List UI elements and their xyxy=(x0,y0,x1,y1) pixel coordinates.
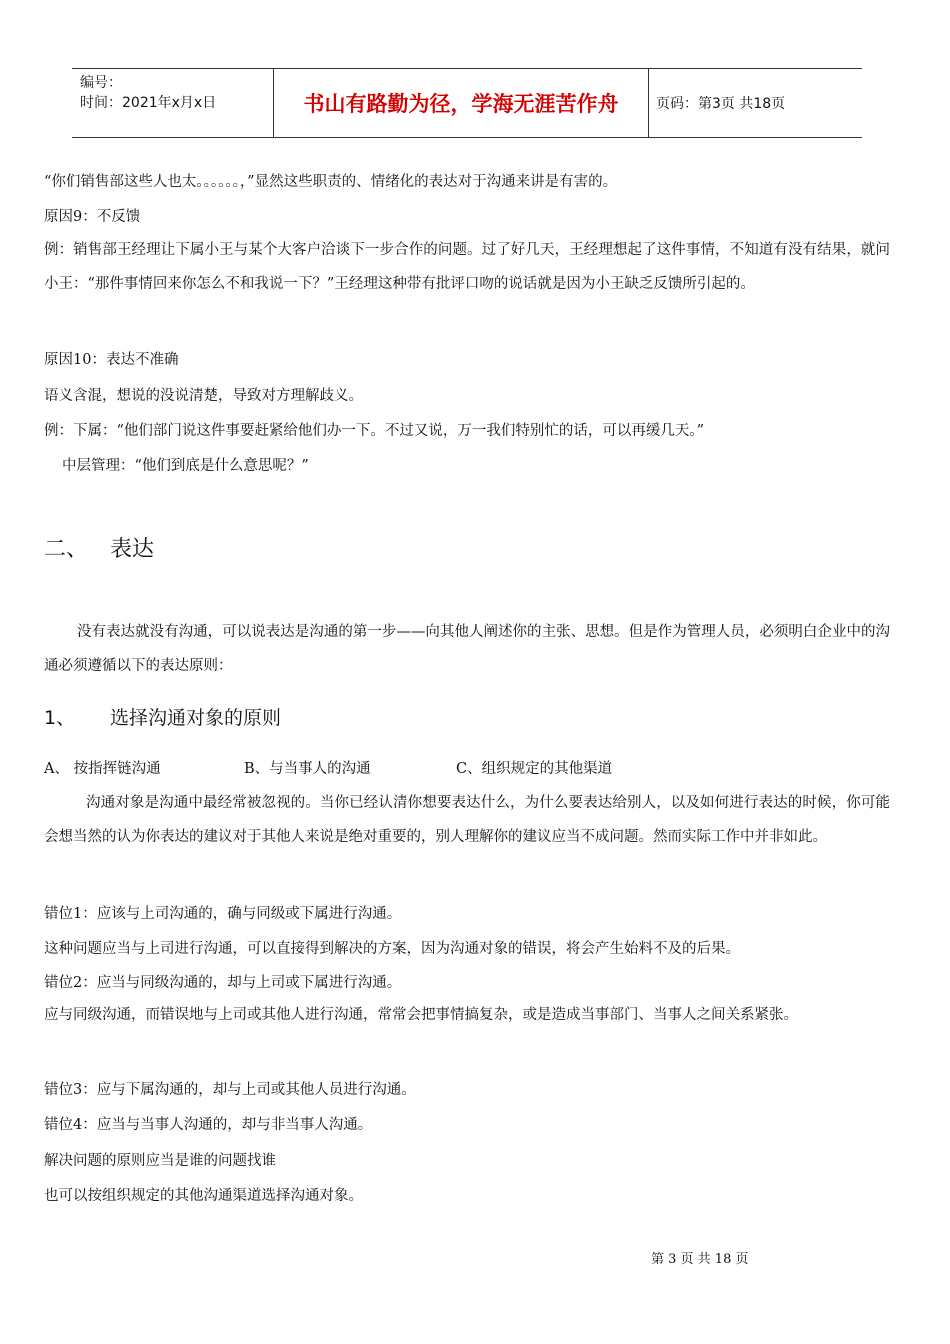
option-c: C、组织规定的其他渠道 xyxy=(456,761,613,777)
intro-paragraph: 没有表达就没有沟通，可以说表达是沟通的第一步——向其他人阐述你的主张、思想。但是作为管理人员，必须明白企业中的沟通必须遵循以下的表达原则： xyxy=(44,624,890,674)
subsection-heading xyxy=(44,703,281,730)
reason-heading: 原因10：表达不准确 xyxy=(44,352,179,368)
body-text-line: 语义含混，想说的没说清楚，导致对方理解歧义。 xyxy=(44,388,363,404)
footer-page-number: 第 3 页 共 18 页 xyxy=(651,1252,749,1267)
body-text-line: 这种问题应当与上司进行沟通，可以直接得到解决的方案，因为沟通对象的错误，将会产生始料不及的后果。 xyxy=(44,941,740,957)
misplacement-heading: 错位2：应当与同级沟通的，却与上司或下属进行沟通。 xyxy=(44,975,402,991)
misplacement-heading: 错位1：应该与上司沟通的，确与同级或下属进行沟通。 xyxy=(44,906,402,922)
subsection-title: 选择沟通对象的原则 xyxy=(110,707,282,729)
header-motto: 书山有路勤为径，学海无涯苦作舟 xyxy=(303,92,619,116)
example-line: 中层管理：“他们到底是什么意思呢？” xyxy=(62,458,309,474)
document-number-label: 编号： xyxy=(80,75,122,91)
section-title: 表达 xyxy=(110,537,155,562)
option-a: A、 按指挥链沟通 xyxy=(44,761,161,777)
example-paragraph: 例：销售部王经理让下属小王与某个大客户洽谈下一步合作的问题。过了好几天，王经理想起了这件事情，不知道有没有结果，就问小王：“那件事情回来你怎么不和我说一下？”王经理这种带有批评口吻的说话就是因为小王缺乏反馈所引起的。 xyxy=(44,242,890,292)
header-page-number: 页码：第3页 共18页 xyxy=(656,96,786,112)
section-number: 二、 xyxy=(44,537,89,562)
section-heading xyxy=(44,532,154,563)
body-text-line: 解决问题的原则应当是谁的问题找谁 xyxy=(44,1153,276,1169)
misplacement-heading: 错位3：应与下属沟通的，却与上司或其他人员进行沟通。 xyxy=(44,1082,416,1098)
body-paragraph: 应与同级沟通，而错误地与上司或其他人进行沟通，常常会把事情搞复杂，或是造成当事部门、当事人之间关系紧张。 xyxy=(44,1007,798,1023)
option-b: B、与当事人的沟通 xyxy=(244,761,371,777)
header-divider xyxy=(648,69,649,137)
document-header xyxy=(72,68,862,138)
body-text-line: “你们销售部这些人也太。。。。。。，”显然这些职责的、情绪化的表达对于沟通来讲是有害的。 xyxy=(44,174,618,190)
subsection-number: 1、 xyxy=(44,707,76,729)
reason-heading: 原因9：不反馈 xyxy=(44,209,141,225)
body-paragraph: 沟通对象是沟通中最经常被忽视的。当你已经认清你想要表达什么，为什么要表达给别人，以及如何进行表达的时候，你可能会想当然的认为你表达的建议对于其他人来说是绝对重要的，别人理解你的建议应当不成问题。然而实际工作中并非如此。 xyxy=(44,795,890,845)
body-text-line: 也可以按组织规定的其他沟通渠道选择沟通对象。 xyxy=(44,1188,363,1204)
document-date: 时间：2021年x月x日 xyxy=(80,95,217,111)
misplacement-heading: 错位4：应当与当事人沟通的，却与非当事人沟通。 xyxy=(44,1117,373,1133)
options-row xyxy=(44,757,890,777)
example-line: 例：下属：“他们部门说这件事要赶紧给他们办一下。不过又说，万一我们特别忙的话，可以再缓几天。” xyxy=(44,423,705,439)
header-meta xyxy=(80,73,216,113)
